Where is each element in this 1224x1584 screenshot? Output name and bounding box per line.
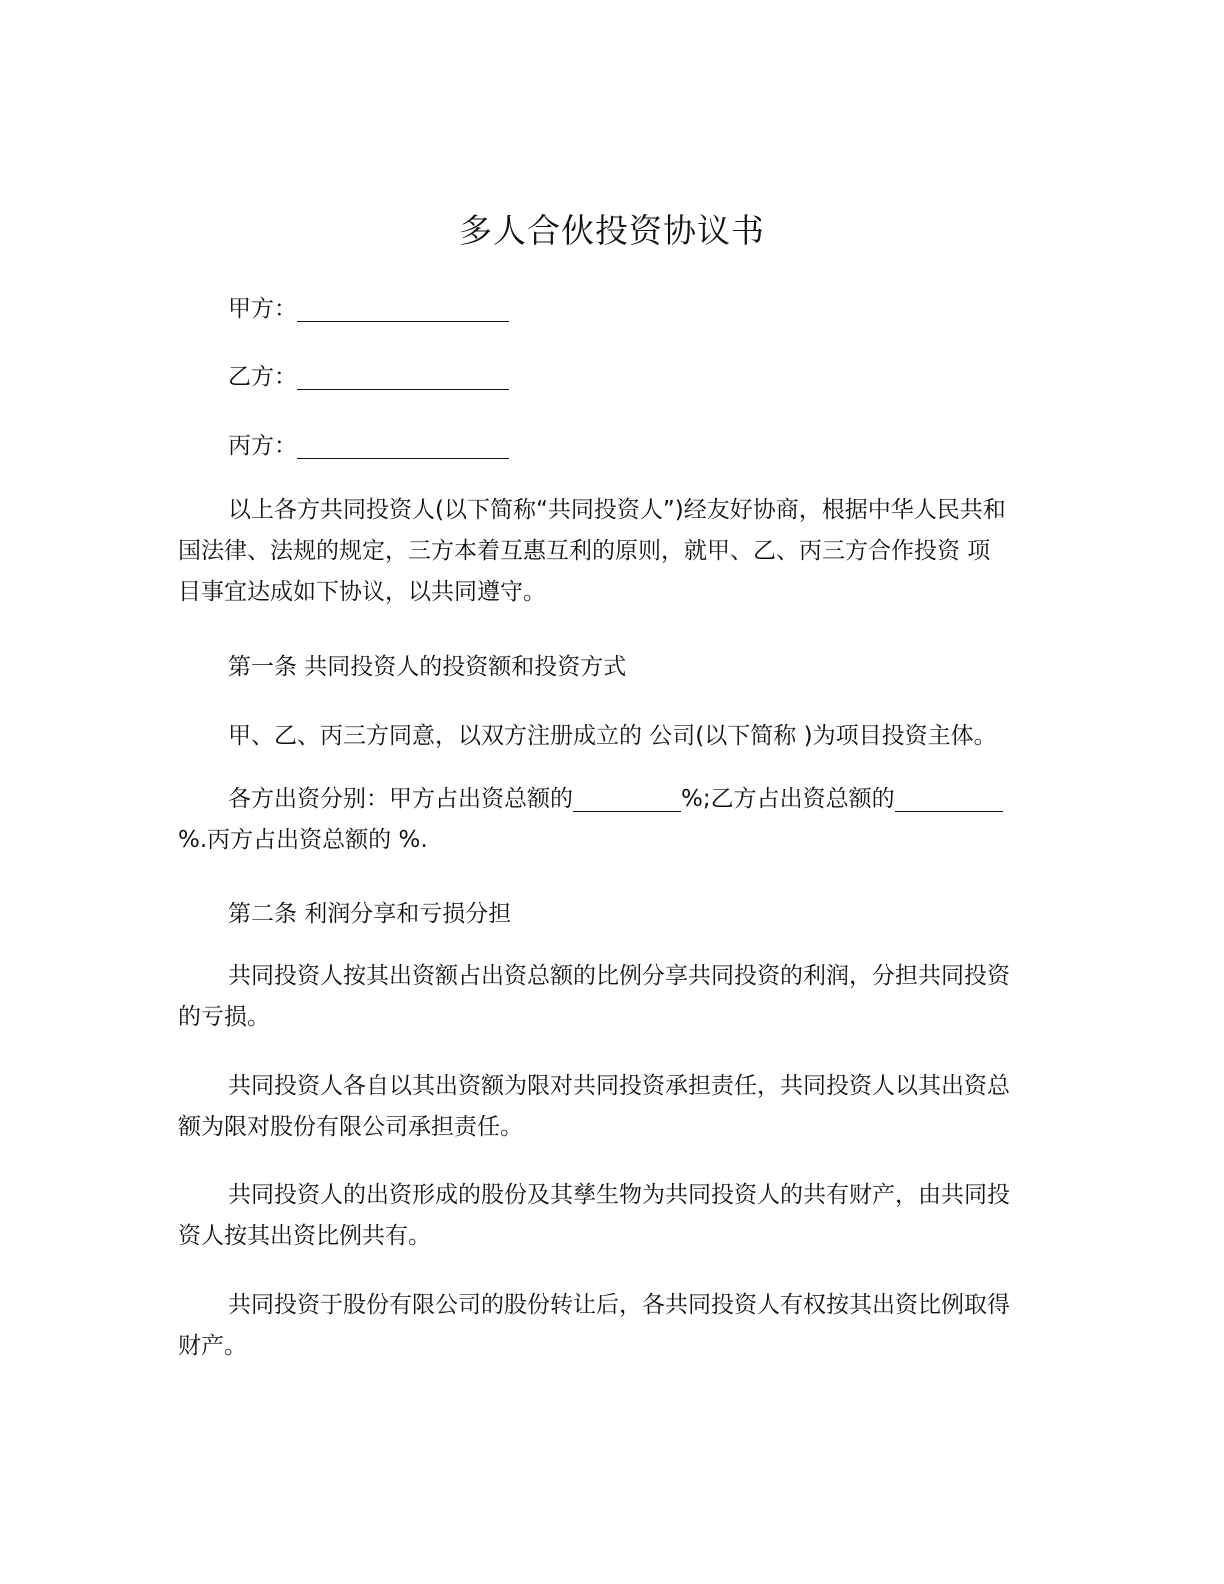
contribution-line: %.丙方占出资总额的 %.: [178, 827, 428, 853]
party-c-line: [228, 427, 509, 460]
article-1-paragraph-1: 甲、乙、丙三方同意，以双方注册成立的 公司(以下简称 )为项目投资主体。: [228, 723, 997, 749]
article-1-paragraph-2: [178, 779, 1038, 861]
intro-line: 目事宜达成如下协议，以共同遵守。: [178, 579, 546, 605]
party-a-percent-blank: [573, 787, 681, 812]
party-b-percent-blank: [895, 787, 1003, 812]
party-a-label: 甲方：: [228, 296, 297, 322]
article-2-paragraph-3: [178, 1175, 1038, 1257]
contribution-line: [178, 779, 1038, 820]
party-c-label: 丙方：: [228, 433, 297, 459]
paragraph-line: 资人按其出资比例共有。: [178, 1223, 431, 1249]
paragraph-line: 额为限对股份有限公司承担责任。: [178, 1114, 523, 1140]
article-2-paragraph-4: [178, 1285, 1038, 1367]
article-2-paragraph-2: [178, 1066, 1038, 1148]
article-2-heading: 第二条 利润分享和亏损分担: [228, 901, 512, 927]
party-a-line: [228, 290, 509, 323]
intro-line: 以上各方共同投资人(以下简称“共同投资人”)经友好协商，根据中华人民共和: [228, 497, 1006, 523]
party-c-blank: [297, 434, 509, 459]
intro-line: 国法律、法规的规定，三方本着互惠互利的原则，就甲、乙、丙三方合作投资 项: [178, 538, 991, 564]
document-title: 多人合伙投资协议书: [459, 211, 765, 250]
paragraph-line: 共同投资于股份有限公司的股份转让后，各共同投资人有权按其出资比例取得: [228, 1292, 1010, 1318]
contribution-text-a: 各方出资分别：甲方占出资总额的: [228, 786, 573, 812]
contribution-text-b: %;乙方占出资总额的: [681, 786, 895, 812]
paragraph-line: 财产。: [178, 1333, 247, 1359]
paragraph-line: 的亏损。: [178, 1004, 270, 1030]
party-b-blank: [297, 365, 509, 390]
article-2-paragraph-1: [178, 956, 1038, 1038]
article-1-heading: 第一条 共同投资人的投资额和投资方式: [228, 654, 627, 680]
paragraph-line: 共同投资人按其出资额占出资总额的比例分享共同投资的利润，分担共同投资: [228, 963, 1010, 989]
paragraph-line: 共同投资人各自以其出资额为限对共同投资承担责任，共同投资人以其出资总: [228, 1073, 1010, 1099]
intro-paragraph: [178, 490, 1038, 613]
party-b-line: [228, 358, 509, 391]
party-b-label: 乙方：: [228, 364, 297, 390]
paragraph-line: 共同投资人的出资形成的股份及其孳生物为共同投资人的共有财产，由共同投: [228, 1182, 1010, 1208]
party-a-blank: [297, 297, 509, 322]
